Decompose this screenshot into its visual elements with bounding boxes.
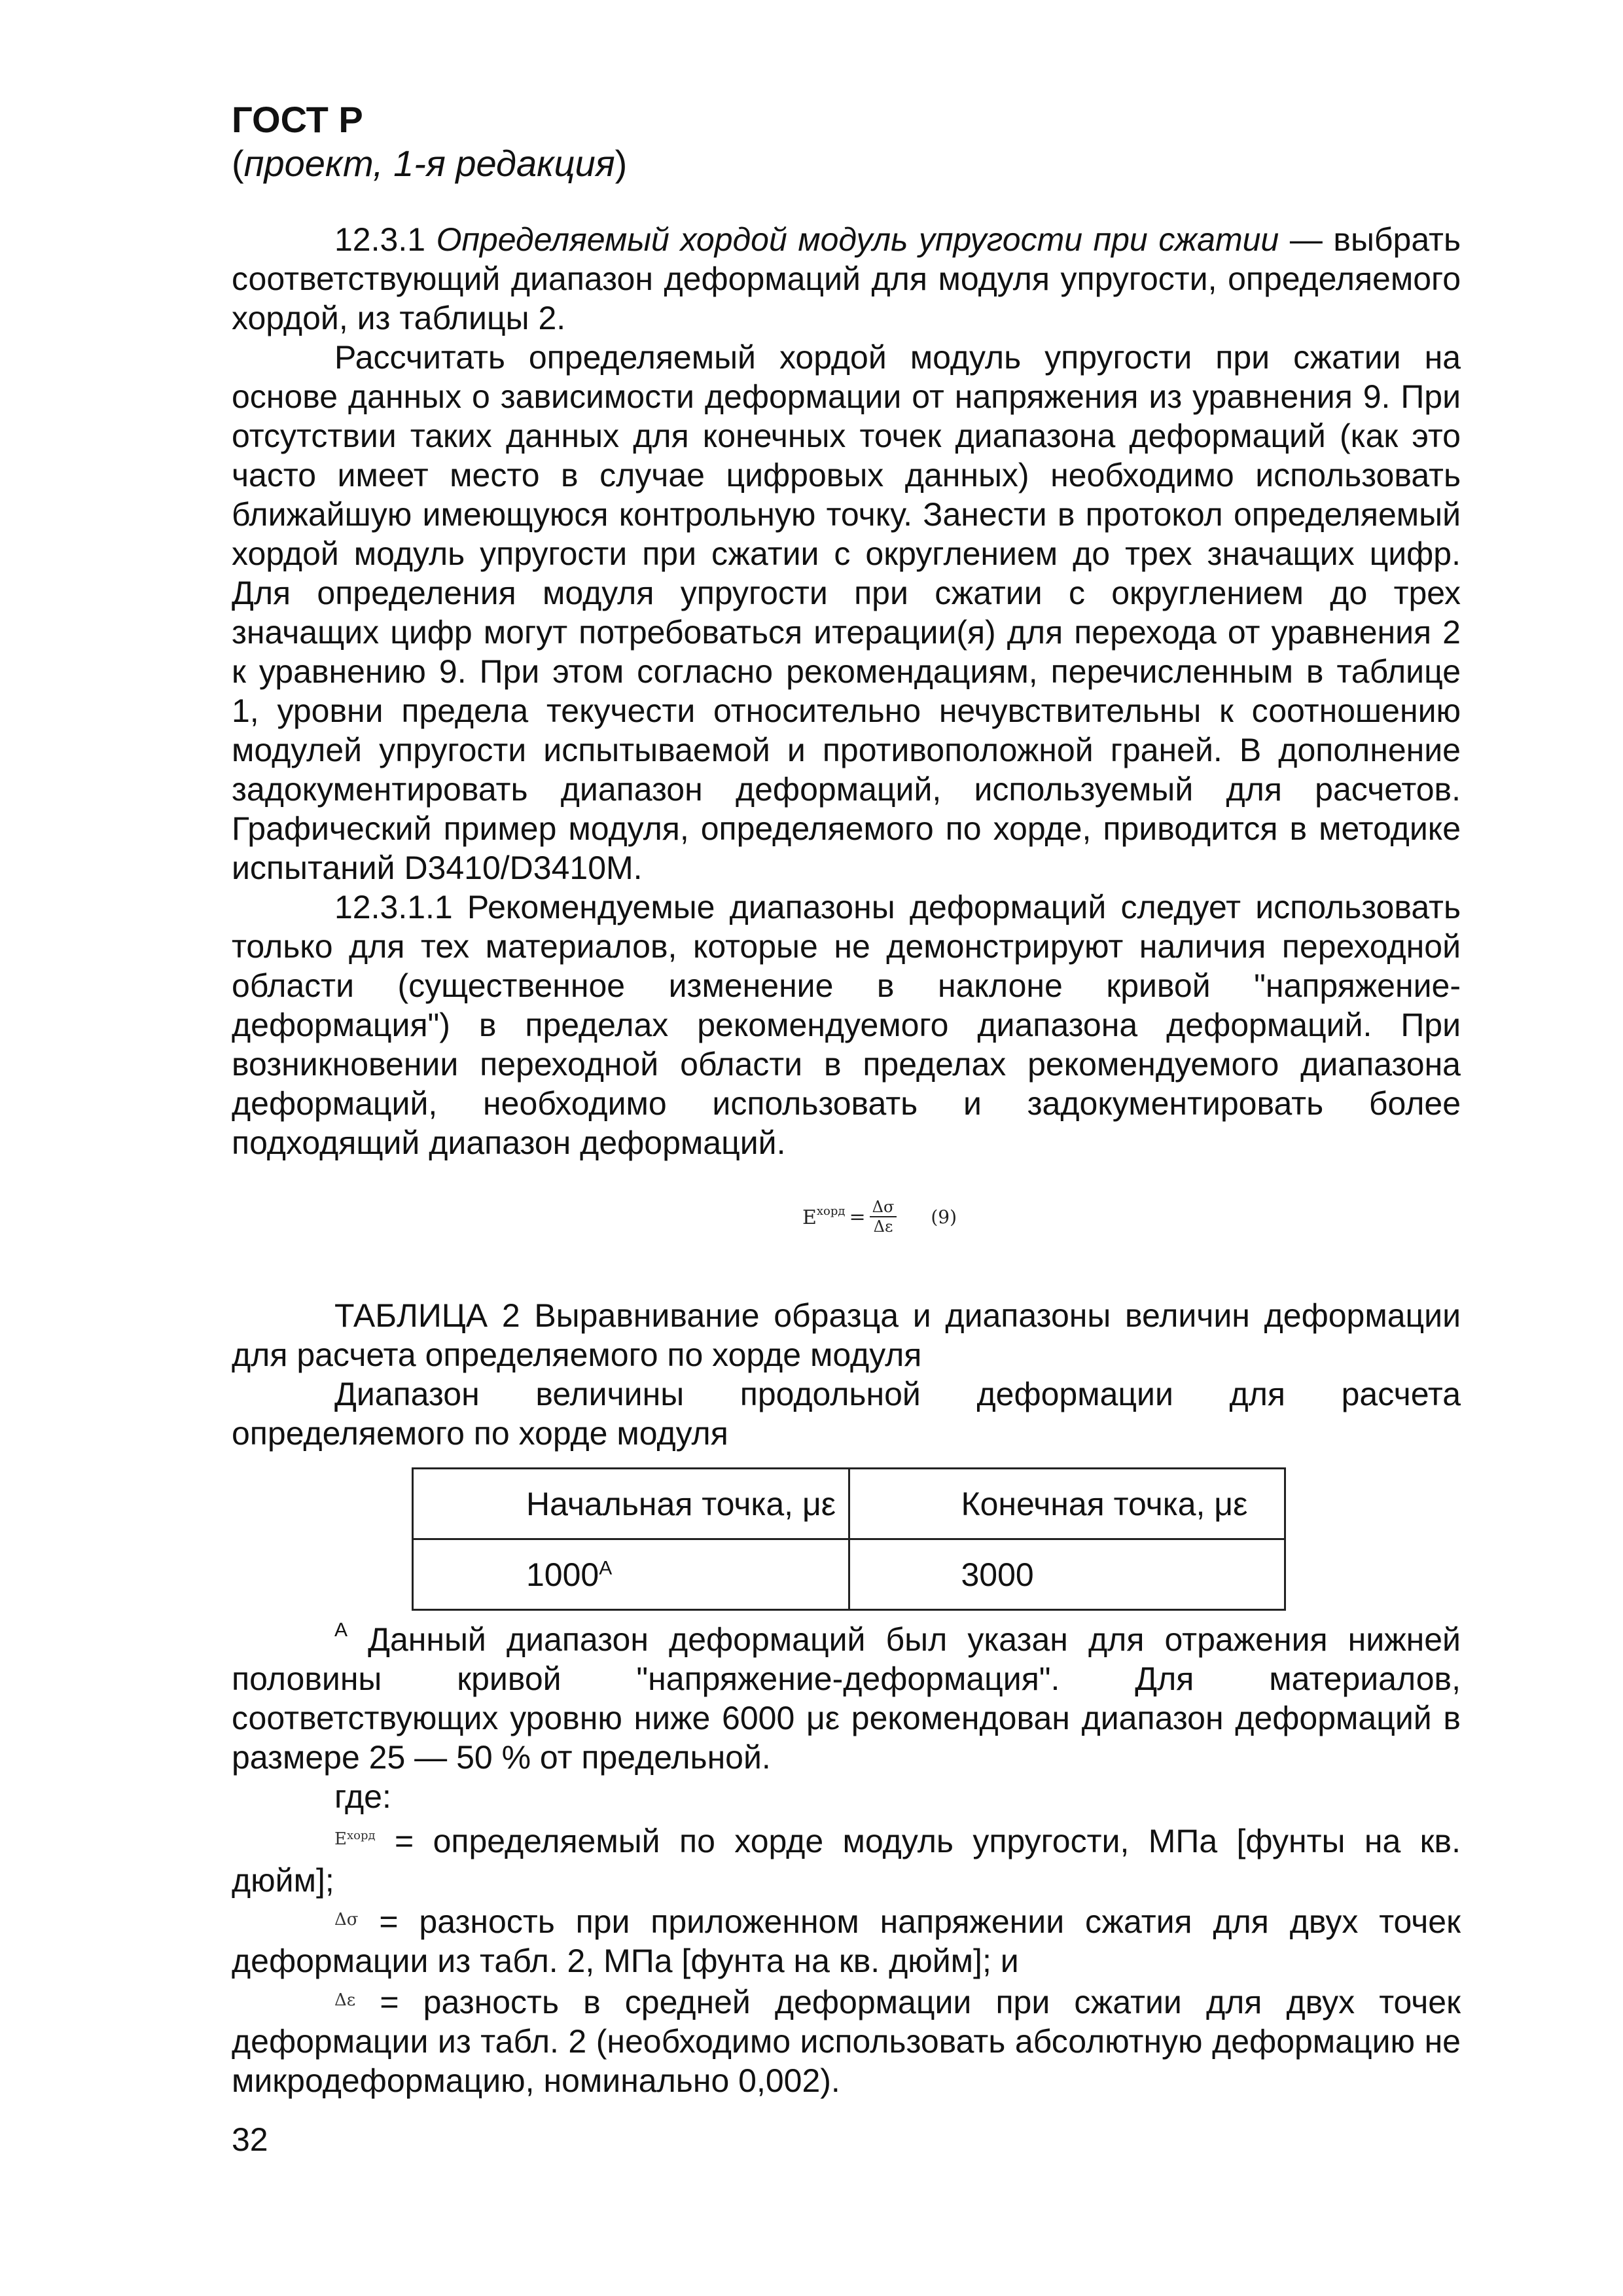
section-title: Определяемый хордой модуль упругости при сжатии <box>436 221 1279 258</box>
footnote-text: Данный диапазон деформаций был указан для отражения нижней половины кривой "напряжение-деформация". Для материалов, соответствующих уровню ниже 6000 με рекомендован диапазон деформаций в размере 25 — 50 % от предельной. <box>232 1621 1461 1776</box>
formula-numerator: Δσ <box>870 1198 897 1217</box>
definition-e-chord <box>232 1816 1461 1900</box>
document-header-subtitle <box>232 141 1461 186</box>
table-footnote-mark: A <box>599 1556 613 1579</box>
page-number: 32 <box>232 2121 268 2158</box>
document-page <box>232 98 1461 2100</box>
subtitle-open: ( <box>232 143 244 184</box>
table-header-row <box>413 1469 1285 1539</box>
symbol-e-chord: Eхорд <box>334 1829 376 1849</box>
section-number: 12.3.1 <box>334 221 437 258</box>
formula-fraction <box>870 1198 897 1236</box>
table-subcaption: Диапазон величины продольной деформации для расчета определяемого по хорде модуля <box>232 1376 1461 1452</box>
strain-range-table <box>412 1467 1286 1611</box>
footnote-mark: A <box>334 1619 348 1641</box>
table-header-start: Начальная точка, με <box>413 1469 849 1539</box>
table-cell-end: 3000 <box>849 1539 1285 1610</box>
subtitle-close: ) <box>615 143 628 184</box>
formula-equals: = <box>849 1205 866 1229</box>
section-12-3-1 <box>232 220 1461 338</box>
definition-text: = разность при приложенном напряжении сжатия для двух точек деформации из табл. 2, МПа [фунта на кв. дюйм]; и <box>232 1903 1461 1979</box>
equation-9 <box>232 1198 1461 1263</box>
definition-delta-sigma <box>232 1900 1461 1981</box>
definition-text: = определяемый по хорде модуль упругости, МПа [фунты на кв. дюйм]; <box>232 1823 1461 1899</box>
equation-number: (9) <box>931 1206 957 1228</box>
section-rest: — выбрать соответствующий диапазон деформаций для модуля упругости, определяемого хордой, из таблицы 2. <box>232 221 1461 336</box>
definition-text: = разность в средней деформации при сжатии для двух точек деформации из табл. 2 (необходимо использовать абсолютную деформацию не микродеформацию, номинально 0,002). <box>232 1984 1461 2099</box>
document-header-title: ГОСТ Р <box>232 99 363 140</box>
table-header-end: Конечная точка, με <box>849 1469 1285 1539</box>
table-cell-start: $1000^A$ <box>413 1539 849 1610</box>
where-label: где: <box>334 1778 391 1815</box>
table-caption: ТАБЛИЦА 2 Выравнивание образца и диапазоны величин деформации для расчета определяемого по хорде модуля <box>232 1297 1461 1373</box>
formula <box>802 1198 957 1236</box>
symbol-delta-sigma: Δσ <box>334 1910 359 1929</box>
paragraph-calculation: Рассчитать определяемый хордой модуль упругости при сжатии на основе данных о зависимости деформации от напряжения из уравнения 9. При отсутствии таких данных для конечных точек диапазона деформаций (как это часто имеет место в случае цифровых данных) необходимо использовать ближайшую имеющуюся контрольную точку. Занести в протокол определяемый хордой модуль упругости при сжатии с округлением до трех значащих цифр. Для определения модуля упругости при сжатии с округлением до трех значащих цифр могут потребоваться итерации(я) для перехода от уравнения 2 к уравнению 9. При этом согласно рекомендациям, перечисленным в таблице 1, уровни предела текучести относительно нечувствительны к соотношению модулей упругости испытываемой и противоположной граней. В дополнение задокументировать диапазон деформаций, используемый для расчетов. Графический пример модуля, определяемого по хорде, приводится в методике испытаний D3410/D3410M. <box>232 339 1461 886</box>
formula-denominator: Δε <box>873 1217 893 1236</box>
table-row <box>413 1539 1285 1610</box>
paragraph-12-3-1-1: 12.3.1.1 Рекомендуемые диапазоны деформаций следует использовать только для тех материалов, которые не демонстрируют наличия переходной области (существенное изменение в наклоне кривой "напряжение-деформация") в пределах рекомендуемого диапазона деформаций. При возникновении переходной области в пределах рекомендуемого диапазона деформаций, необходимо использовать и задокументировать более подходящий диапазон деформаций. <box>232 889 1461 1161</box>
definition-delta-epsilon <box>232 1981 1461 2100</box>
symbol-delta-epsilon: Δε <box>334 1990 356 2010</box>
subtitle-italic: проект, 1-я редакция <box>243 143 615 184</box>
table-footnote <box>232 1611 1461 1777</box>
formula-lhs-sup: хорд <box>816 1204 846 1218</box>
formula-lhs: $E^{хорд}$ <box>802 1204 846 1229</box>
